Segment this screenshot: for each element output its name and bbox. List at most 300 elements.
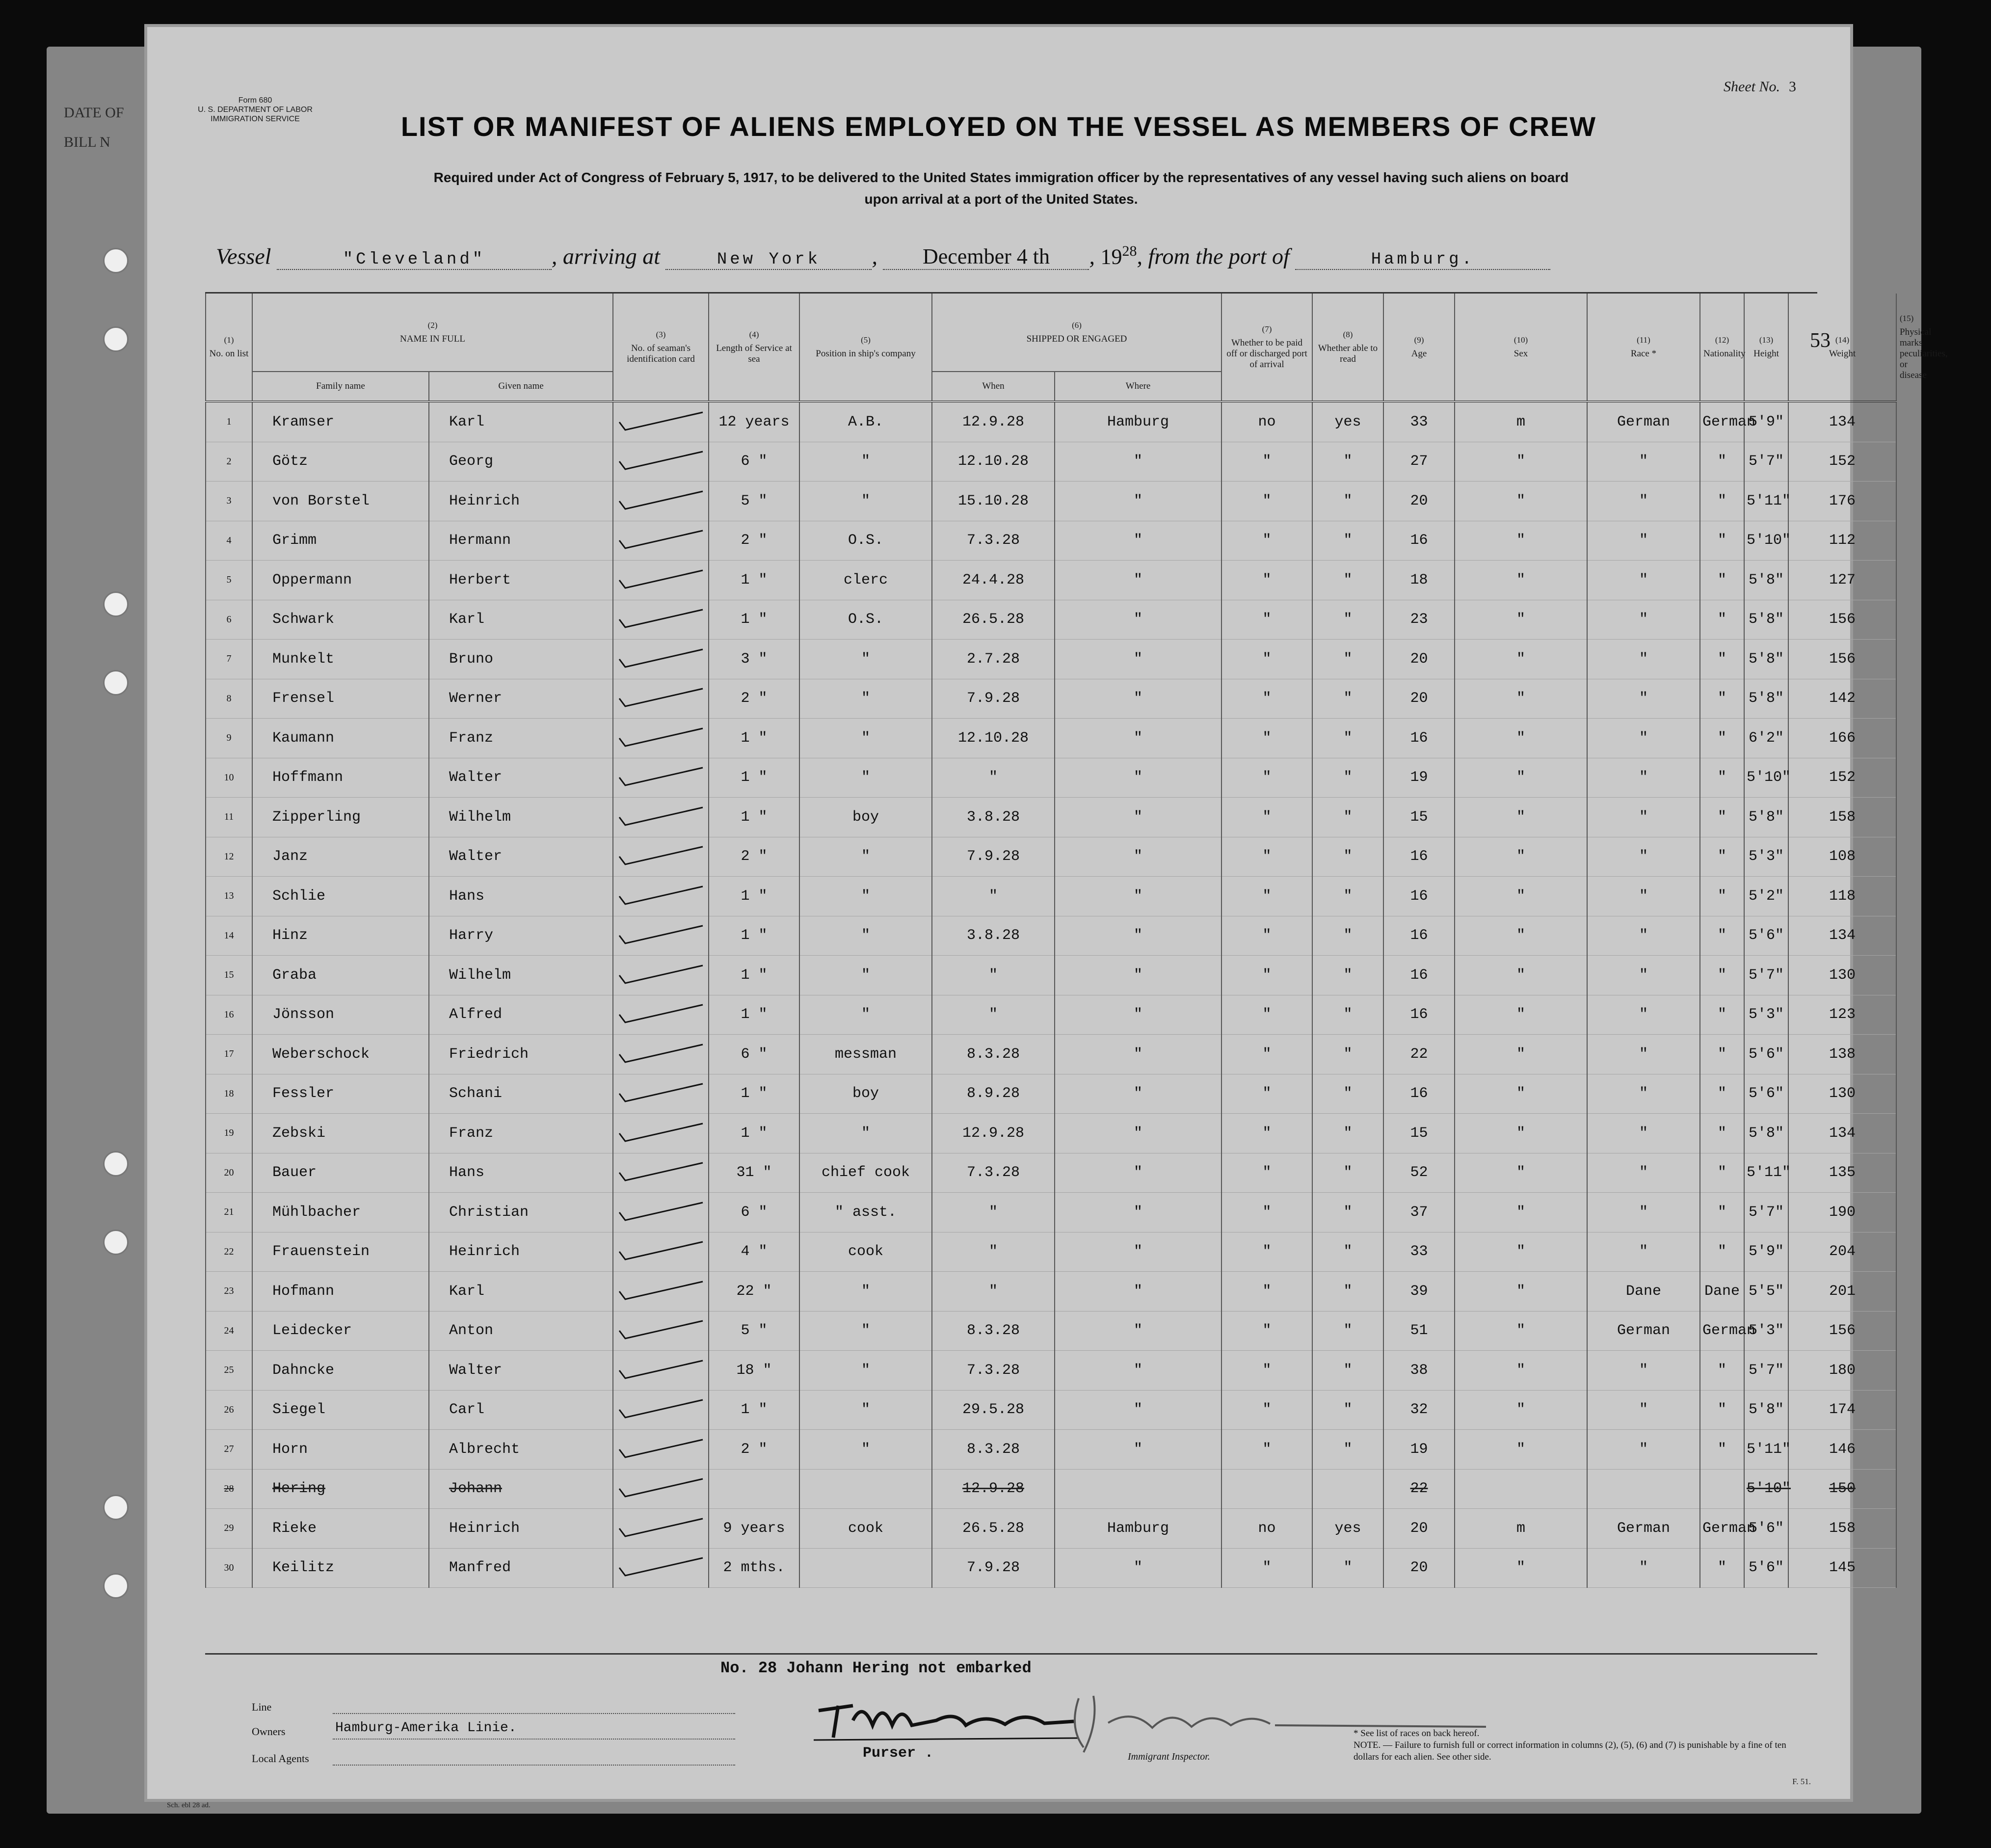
race-cell: " <box>1587 916 1700 956</box>
col-header-read: (8) Whether able to read <box>1312 294 1383 402</box>
position-cell: " <box>799 1114 932 1153</box>
family-name-cell: Mühlbacher <box>252 1193 429 1232</box>
race-cell: " <box>1587 1074 1700 1114</box>
shipped-when-cell: 8.3.28 <box>932 1311 1055 1351</box>
schedule-number: Sch. ebl 28 ad. <box>167 1801 211 1809</box>
subtitle-line-2: upon arrival at a port of the United States. <box>864 191 1138 207</box>
able-to-read-cell: " <box>1312 1351 1383 1391</box>
shipped-where-cell: Hamburg <box>1055 402 1221 442</box>
position-cell: " <box>799 1311 932 1351</box>
shipped-when-cell: " <box>932 1272 1055 1312</box>
id-card-cell <box>613 600 709 640</box>
table-row <box>206 679 1896 719</box>
sex-cell: " <box>1455 1035 1587 1074</box>
table-row <box>206 1153 1896 1193</box>
able-to-read-cell: " <box>1312 521 1383 561</box>
department: U. S. DEPARTMENT OF LABOR <box>198 106 313 114</box>
age-cell: 16 <box>1383 837 1455 877</box>
col-header-family: Family name <box>252 372 429 402</box>
crew-table-body <box>206 402 1896 1588</box>
weight-cell: 156 <box>1788 640 1896 679</box>
race-cell: Dane <box>1587 1272 1700 1312</box>
height-cell: 5'6" <box>1744 1074 1788 1114</box>
family-name-cell: Hofmann <box>252 1272 429 1312</box>
table-row <box>206 1311 1896 1351</box>
shipped-when-cell: 7.9.28 <box>932 679 1055 719</box>
id-card-cell <box>613 1232 709 1272</box>
id-card-cell <box>613 1272 709 1312</box>
family-name-cell: Munkelt <box>252 640 429 679</box>
given-name-cell: Johann <box>429 1469 613 1509</box>
nationality-cell: Dane <box>1700 1272 1744 1312</box>
check-mark-icon <box>614 565 708 595</box>
family-name-cell: Zipperling <box>252 798 429 837</box>
shipped-when-cell: 15.10.28 <box>932 482 1055 521</box>
row-number-cell: 1 <box>206 402 252 442</box>
check-mark-icon <box>614 763 708 792</box>
height-cell: 5'3" <box>1744 837 1788 877</box>
id-card-cell <box>613 1114 709 1153</box>
footnote-not-embarked: No. 28 Johann Hering not embarked <box>720 1659 1032 1677</box>
given-name-cell: Anton <box>429 1311 613 1351</box>
given-name-cell: Carl <box>429 1390 613 1430</box>
service-length-cell: 6 " <box>709 1035 799 1074</box>
check-mark-icon <box>614 882 708 911</box>
able-to-read-cell: " <box>1312 837 1383 877</box>
weight-cell: 108 <box>1788 837 1896 877</box>
service-length-cell: 1 " <box>709 561 799 600</box>
vessel-name: "Cleveland" <box>277 250 552 270</box>
shipped-where-cell: " <box>1055 877 1221 916</box>
weight-cell: 146 <box>1788 1430 1896 1470</box>
weight-cell: 158 <box>1788 798 1896 837</box>
family-name-cell: Dahncke <box>252 1351 429 1391</box>
age-cell: 19 <box>1383 1430 1455 1470</box>
weight-cell: 176 <box>1788 482 1896 521</box>
paid-off-cell: " <box>1221 640 1312 679</box>
shipped-when-cell: 12.9.28 <box>932 1114 1055 1153</box>
race-cell: " <box>1587 1548 1700 1588</box>
row-number-cell: 27 <box>206 1430 252 1470</box>
races-note: * See list of races on back hereof. <box>1354 1728 1480 1739</box>
position-cell: A.B. <box>799 402 932 442</box>
able-to-read-cell: " <box>1312 719 1383 758</box>
age-cell: 16 <box>1383 719 1455 758</box>
row-number-cell: 25 <box>206 1351 252 1391</box>
age-cell: 37 <box>1383 1193 1455 1232</box>
paid-off-cell: " <box>1221 1390 1312 1430</box>
weight-cell: 152 <box>1788 442 1896 482</box>
stub-line-2: BILL N <box>64 134 110 150</box>
service-length-cell: 1 " <box>709 877 799 916</box>
nationality-cell: " <box>1700 719 1744 758</box>
age-cell: 52 <box>1383 1153 1455 1193</box>
id-card-cell <box>613 1509 709 1549</box>
shipped-where-cell: " <box>1055 758 1221 798</box>
check-mark-icon <box>614 1119 708 1148</box>
nationality-cell: " <box>1700 600 1744 640</box>
table-row <box>206 916 1896 956</box>
col-header-weight: (14) Weight <box>1788 294 1896 402</box>
age-cell: 20 <box>1383 1509 1455 1549</box>
table-row <box>206 521 1896 561</box>
able-to-read-cell: " <box>1312 679 1383 719</box>
shipped-where-cell: " <box>1055 995 1221 1035</box>
id-card-cell <box>613 798 709 837</box>
check-mark-icon <box>614 723 708 753</box>
service-length-cell: 18 " <box>709 1351 799 1391</box>
sheet-number <box>1724 79 1796 95</box>
fine-print <box>1354 1728 1795 1763</box>
check-mark-icon <box>614 803 708 832</box>
check-mark-icon <box>614 1514 708 1543</box>
line-label: Line <box>252 1701 272 1713</box>
sex-cell: " <box>1455 442 1587 482</box>
age-cell: 16 <box>1383 916 1455 956</box>
table-row <box>206 402 1896 442</box>
able-to-read-cell: " <box>1312 561 1383 600</box>
service: IMMIGRATION SERVICE <box>211 115 300 123</box>
weight-cell: 130 <box>1788 956 1896 995</box>
crew-table: (1) No. on list (2) NAME IN FULL (3) No. of seaman's identification card (4) Length of Service at sea (5) Position in ship's company (6) SHIPPED OR ENGAGED (7) Whether to be paid off or discharged port of arrival (8) Whether able to read (9) Age (10) Sex (11) Race * (12) Nationality (13) Height (14) Weight Physical marks peculiarities, or disease Family name Given name When Where 1 Kramser Karl 12 years A.B. 12.9.28 Hamburg no yes 33 m German German 5'9" 134 2 Götz Georg 6 " " 12.10.28 " " " 27 " " " 5'7" 152 3 von Borstel Heinrich 5 " " 15.10.28 " " " 20 " " " 5'11" 176 4 Grimm Hermann 2 " O.S. 7.3.28 " " " 16 " " " 5'10" 112 5 Oppermann Herbert 1 " clerc 24.4.28 " " " 18 " " " 5'8" 127 6 Schwark Karl 1 " O.S. 26.5.28 " " " 23 " " " 5'8" 156 7 Munkelt Bruno 3 " " 2.7.28 " " " 20 " " " 5'8" 156 8 Frensel Werner 2 " " 7.9.28 " " " 20 " " " 5'8" 142 9 Kaumann Franz 1 " " 12.10.28 " " " 16 " " " 6'2" 166 10 Hoffmann Walter 1 " " " " " " 19 " " " 5'10" 152 11 Zipperling Wilhelm 1 " boy 3.8.28 " " " 15 " " " 5'8" 158 12 Janz Walter 2 " " 7.9.28 " " " 16 " " " 5'3" 108 13 Schlie Hans 1 " " " " " " 16 " " " 5'2" 118 14 Hinz Harry 1 " " 3.8.28 " " " 16 " " " 5'6" 134 15 Graba Wilhelm 1 " " " " " " 16 " " " 5'7" 130 16 Jönsson Alfred 1 " " " " " " 16 " " " 5'3" 123 17 Weberschock Friedrich 6 " messman 8.3.28 " " " 22 " " " 5'6" 138 18 Fessler Schani 1 " boy 8.9.28 " " " 16 " " " 5'6" 130 19 Zebski Franz 1 " " 12.9.28 " " " 15 " " " 5'8" 134 20 Bauer Hans 31 " chief cook 7.3.28 " " " 52 " " " 5'11" 135 21 Mühlbacher Christian 6 " " asst. " " " " 37 " " " 5'7" 190 22 Frauenstein Heinrich 4 " cook " " " " 33 " " " 5'9" 204 23 Hofmann Karl 22 " " " " " " 39 " Dane Dane 5'5" 201 24 Leidecker Anton 5 " " 8.3.28 " " " 51 " German German 5'3" 156 25 Dahncke Walter 18 " " 7.3.28 " " " 38 " " " 5'7" 180 26 Siegel Carl 1 " " 29.5.28 " " " 32 " " " 5'8" 174 27 Horn Albrecht 2 " " 8.3.28 " " " 19 " " " 5'11" 146 28 Hering Johann 12.9.28 22 5'10" 150 29 Rieke Heinrich 9 years cook 26.5.28 Hamburg no yes 20 m German German 5'6" 158 30 Keilitz Manfred 2 mths. 7.9.28 " " " 20 " " " 5'6" 145 <box>205 294 1896 1588</box>
check-mark-icon <box>614 1000 708 1029</box>
able-to-read-cell: " <box>1312 1153 1383 1193</box>
row-number-cell: 7 <box>206 640 252 679</box>
given-name-cell: Walter <box>429 758 613 798</box>
paid-off-cell: " <box>1221 956 1312 995</box>
paid-off-cell: " <box>1221 1311 1312 1351</box>
id-card-cell <box>613 640 709 679</box>
sex-cell: " <box>1455 798 1587 837</box>
punch-hole <box>103 1230 129 1255</box>
race-cell <box>1587 1469 1700 1509</box>
given-name-cell: Bruno <box>429 640 613 679</box>
nationality-cell: " <box>1700 1114 1744 1153</box>
nationality-cell: " <box>1700 1232 1744 1272</box>
sex-cell: " <box>1455 600 1587 640</box>
paid-off-cell: " <box>1221 798 1312 837</box>
punch-hole <box>103 326 129 352</box>
weight-cell: 204 <box>1788 1232 1896 1272</box>
shipped-where-cell: " <box>1055 1351 1221 1391</box>
row-number-cell: 26 <box>206 1390 252 1430</box>
shipped-where-cell: " <box>1055 1114 1221 1153</box>
check-mark-icon <box>614 1395 708 1424</box>
check-mark-icon <box>614 644 708 674</box>
age-cell: 39 <box>1383 1272 1455 1312</box>
inspector-label: Immigrant Inspector. <box>1128 1751 1210 1762</box>
shipped-when-cell: 3.8.28 <box>932 798 1055 837</box>
weight-cell: 112 <box>1788 521 1896 561</box>
check-mark-icon <box>614 1474 708 1503</box>
weight-cell: 134 <box>1788 402 1896 442</box>
subtitle-line-1: Required under Act of Congress of February 5, 1917, to be delivered to the United States immigration officer by the representatives of any vessel having such aliens on board <box>433 170 1569 185</box>
position-cell: cook <box>799 1232 932 1272</box>
nationality-cell: " <box>1700 1193 1744 1232</box>
age-cell: 33 <box>1383 402 1455 442</box>
race-cell: " <box>1587 561 1700 600</box>
age-cell: 16 <box>1383 995 1455 1035</box>
shipped-when-cell: 26.5.28 <box>932 600 1055 640</box>
race-cell: " <box>1587 442 1700 482</box>
weight-cell: 134 <box>1788 1114 1896 1153</box>
row-number-cell: 10 <box>206 758 252 798</box>
id-card-cell <box>613 877 709 916</box>
table-row <box>206 442 1896 482</box>
shipped-when-cell: 12.10.28 <box>932 442 1055 482</box>
service-length-cell: 1 " <box>709 1114 799 1153</box>
position-cell: O.S. <box>799 600 932 640</box>
given-name-cell: Franz <box>429 719 613 758</box>
shipped-when-cell: 8.3.28 <box>932 1035 1055 1074</box>
given-name-cell: Albrecht <box>429 1430 613 1470</box>
height-cell: 5'10" <box>1744 758 1788 798</box>
col-header-paid-off: (7) Whether to be paid off or discharged port of arrival <box>1221 294 1312 402</box>
family-name-cell: Graba <box>252 956 429 995</box>
age-cell: 16 <box>1383 521 1455 561</box>
service-length-cell: 1 " <box>709 956 799 995</box>
shipped-where-cell: " <box>1055 1548 1221 1588</box>
id-card-cell <box>613 442 709 482</box>
height-cell: 5'6" <box>1744 1035 1788 1074</box>
col-header-given: Given name <box>429 372 613 402</box>
position-cell: " <box>799 995 932 1035</box>
family-name-cell: Leidecker <box>252 1311 429 1351</box>
given-name-cell: Wilhelm <box>429 956 613 995</box>
nationality-cell: " <box>1700 521 1744 561</box>
nationality-cell: " <box>1700 1390 1744 1430</box>
age-cell: 23 <box>1383 600 1455 640</box>
service-length-cell: 1 " <box>709 1074 799 1114</box>
paid-off-cell: " <box>1221 1430 1312 1470</box>
family-name-cell: Jönsson <box>252 995 429 1035</box>
shipped-when-cell: " <box>932 877 1055 916</box>
check-mark-icon <box>614 1277 708 1306</box>
race-cell: " <box>1587 1035 1700 1074</box>
shipped-where-cell: " <box>1055 600 1221 640</box>
age-cell: 20 <box>1383 1548 1455 1588</box>
check-mark-icon <box>614 1237 708 1266</box>
id-card-cell <box>613 956 709 995</box>
paid-off-cell: " <box>1221 482 1312 521</box>
given-name-cell: Heinrich <box>429 482 613 521</box>
id-card-cell <box>613 1548 709 1588</box>
paid-off-cell: " <box>1221 1272 1312 1312</box>
table-row <box>206 1430 1896 1470</box>
row-number-cell: 8 <box>206 679 252 719</box>
position-cell <box>799 1469 932 1509</box>
punch-hole <box>103 1573 129 1599</box>
form-code-bottom: F. 51. <box>1792 1777 1811 1786</box>
position-cell: boy <box>799 798 932 837</box>
sex-cell: " <box>1455 640 1587 679</box>
paid-off-cell: " <box>1221 1351 1312 1391</box>
given-name-cell: Werner <box>429 679 613 719</box>
sex-cell: " <box>1455 719 1587 758</box>
check-mark-icon <box>614 921 708 950</box>
service-length-cell: 1 " <box>709 798 799 837</box>
age-cell: 32 <box>1383 1390 1455 1430</box>
age-cell: 27 <box>1383 442 1455 482</box>
nationality-cell: " <box>1700 640 1744 679</box>
height-cell: 5'3" <box>1744 1311 1788 1351</box>
nationality-cell: " <box>1700 758 1744 798</box>
col-header-name: (2) NAME IN FULL <box>252 294 613 372</box>
service-length-cell: 6 " <box>709 442 799 482</box>
service-length-cell: 12 years <box>709 402 799 442</box>
owners-field <box>333 1738 735 1740</box>
check-mark-icon <box>614 1553 708 1582</box>
check-mark-icon <box>614 1198 708 1227</box>
table-row <box>206 1390 1896 1430</box>
given-name-cell: Karl <box>429 1272 613 1312</box>
table-row <box>206 837 1896 877</box>
port-of-arrival: New York <box>665 250 872 270</box>
nationality-cell: " <box>1700 482 1744 521</box>
shipped-when-cell: 7.9.28 <box>932 837 1055 877</box>
purser-signature <box>809 1691 1084 1745</box>
height-cell: 5'8" <box>1744 640 1788 679</box>
shipped-where-cell: " <box>1055 1390 1221 1430</box>
age-cell: 20 <box>1383 482 1455 521</box>
shipped-when-cell: 7.9.28 <box>932 1548 1055 1588</box>
vessel-label: Vessel <box>216 243 271 269</box>
family-name-cell: Schlie <box>252 877 429 916</box>
weight-cell: 150 <box>1788 1469 1896 1509</box>
row-number-cell: 24 <box>206 1311 252 1351</box>
table-row <box>206 1114 1896 1153</box>
shipped-when-cell: " <box>932 1193 1055 1232</box>
paid-off-cell: " <box>1221 1548 1312 1588</box>
service-length-cell: 9 years <box>709 1509 799 1549</box>
family-name-cell: Frauenstein <box>252 1232 429 1272</box>
col-header-height: (13) Height <box>1744 294 1788 402</box>
able-to-read-cell: " <box>1312 798 1383 837</box>
sex-cell: " <box>1455 837 1587 877</box>
age-cell: 15 <box>1383 1114 1455 1153</box>
shipped-where-cell: " <box>1055 1311 1221 1351</box>
sex-cell: " <box>1455 1114 1587 1153</box>
able-to-read-cell: " <box>1312 995 1383 1035</box>
position-cell: boy <box>799 1074 932 1114</box>
given-name-cell: Karl <box>429 402 613 442</box>
check-mark-icon <box>614 842 708 871</box>
nationality-cell: " <box>1700 442 1744 482</box>
able-to-read-cell: " <box>1312 1430 1383 1470</box>
race-cell: " <box>1587 719 1700 758</box>
height-cell: 5'6" <box>1744 1509 1788 1549</box>
nationality-cell: " <box>1700 561 1744 600</box>
weight-cell: 123 <box>1788 995 1896 1035</box>
able-to-read-cell: " <box>1312 1548 1383 1588</box>
height-cell: 5'11" <box>1744 1430 1788 1470</box>
sex-cell: " <box>1455 1193 1587 1232</box>
height-cell: 5'3" <box>1744 995 1788 1035</box>
age-cell: 22 <box>1383 1469 1455 1509</box>
id-card-cell <box>613 402 709 442</box>
weight-cell: 142 <box>1788 679 1896 719</box>
height-cell: 5'7" <box>1744 442 1788 482</box>
shipped-where-cell: " <box>1055 679 1221 719</box>
col-header-sex: (10) Sex <box>1455 294 1587 402</box>
weight-cell: 135 <box>1788 1153 1896 1193</box>
weight-cell: 127 <box>1788 561 1896 600</box>
check-mark-icon <box>614 1316 708 1345</box>
page-subtitle <box>216 167 1786 210</box>
position-cell: " <box>799 719 932 758</box>
race-cell: " <box>1587 1114 1700 1153</box>
position-cell: " <box>799 442 932 482</box>
row-number-cell: 16 <box>206 995 252 1035</box>
paid-off-cell: " <box>1221 719 1312 758</box>
service-length-cell <box>709 1469 799 1509</box>
shipped-when-cell: 7.3.28 <box>932 521 1055 561</box>
sex-cell: " <box>1455 956 1587 995</box>
service-length-cell: 6 " <box>709 1193 799 1232</box>
position-cell: " <box>799 640 932 679</box>
shipped-when-cell: 12.10.28 <box>932 719 1055 758</box>
shipped-when-cell: " <box>932 758 1055 798</box>
able-to-read-cell: " <box>1312 1035 1383 1074</box>
shipped-where-cell: " <box>1055 719 1221 758</box>
family-name-cell: Kramser <box>252 402 429 442</box>
family-name-cell: Siegel <box>252 1390 429 1430</box>
paid-off-cell: " <box>1221 837 1312 877</box>
able-to-read-cell: " <box>1312 916 1383 956</box>
id-card-cell <box>613 1311 709 1351</box>
id-card-cell <box>613 1153 709 1193</box>
position-cell: " <box>799 1430 932 1470</box>
given-name-cell: Karl <box>429 600 613 640</box>
nationality-cell: " <box>1700 995 1744 1035</box>
shipped-where-cell: " <box>1055 916 1221 956</box>
check-mark-icon <box>614 526 708 555</box>
check-mark-icon <box>614 605 708 634</box>
position-cell: " <box>799 758 932 798</box>
able-to-read-cell: " <box>1312 1272 1383 1312</box>
weight-cell: 152 <box>1788 758 1896 798</box>
given-name-cell: Heinrich <box>429 1232 613 1272</box>
paid-off-cell <box>1221 1469 1312 1509</box>
shipped-where-cell: " <box>1055 482 1221 521</box>
id-card-cell <box>613 521 709 561</box>
family-name-cell: Janz <box>252 837 429 877</box>
vessel-line: Vessel "Cleveland" , arriving at New York , December 4 th , $19^{28}$, from the port of Hamburg. <box>216 243 1835 282</box>
sheet-value: 3 <box>1789 79 1796 95</box>
given-name-cell: Hermann <box>429 521 613 561</box>
height-cell: 5'11" <box>1744 482 1788 521</box>
shipped-when-cell: " <box>932 1232 1055 1272</box>
row-number-cell: 21 <box>206 1193 252 1232</box>
shipped-where-cell: " <box>1055 1035 1221 1074</box>
paid-off-cell: " <box>1221 1153 1312 1193</box>
age-cell: 16 <box>1383 1074 1455 1114</box>
service-length-cell: 2 mths. <box>709 1548 799 1588</box>
shipped-where-cell: " <box>1055 521 1221 561</box>
family-name-cell: Horn <box>252 1430 429 1470</box>
shipped-where-cell: " <box>1055 837 1221 877</box>
shipped-where-cell: " <box>1055 442 1221 482</box>
shipped-where-cell: " <box>1055 956 1221 995</box>
family-name-cell: Oppermann <box>252 561 429 600</box>
weight-cell: 138 <box>1788 1035 1896 1074</box>
id-card-cell <box>613 916 709 956</box>
row-number-cell: 11 <box>206 798 252 837</box>
sex-cell: m <box>1455 402 1587 442</box>
height-cell: 5'5" <box>1744 1272 1788 1312</box>
check-mark-icon <box>614 1356 708 1385</box>
id-card-cell <box>613 482 709 521</box>
